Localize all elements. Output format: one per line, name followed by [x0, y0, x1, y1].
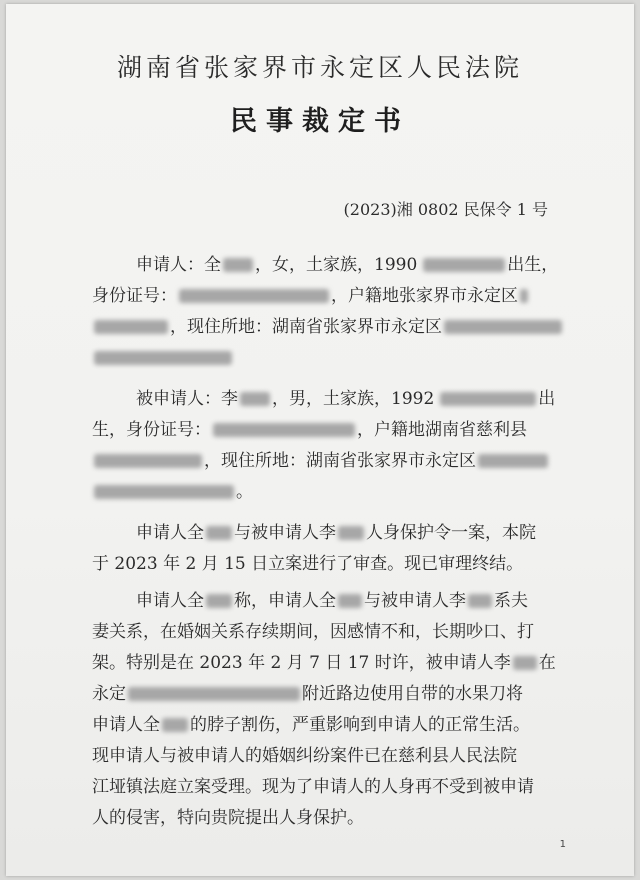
claim-paragraph: [92, 586, 568, 834]
document-body: [92, 250, 568, 834]
text-segment: ，户籍地张家界市永定区: [331, 286, 518, 306]
page-number: 1: [559, 839, 566, 850]
text-line: [92, 250, 568, 281]
text-segment: 被申请人：李: [136, 389, 238, 409]
text-segment: ，男，土家族，1992: [272, 389, 435, 409]
text-segment: 的脖子割伤，严重影响到申请人的正常生活。: [190, 715, 530, 735]
text-line: [92, 803, 568, 834]
redacted-text: [423, 258, 505, 272]
text-segment: ，户籍地湖南省慈利县: [357, 420, 527, 440]
text-segment: 于 2023 年 2 月 15 日立案进行了审查。现已审理终结。: [92, 554, 524, 574]
text-segment: 在: [538, 653, 556, 673]
text-line: [92, 446, 568, 477]
text-segment: 。: [236, 482, 253, 502]
text-segment: 身份证号：: [92, 286, 177, 306]
text-segment: 申请人：全: [136, 255, 221, 275]
document-type-title: 民事裁定书: [230, 106, 410, 137]
text-segment: 出生，: [507, 255, 559, 275]
redacted-text: [94, 351, 232, 365]
redacted-text: [478, 454, 548, 468]
redacted-text: [128, 687, 300, 701]
case-intro-paragraph: [92, 518, 568, 580]
text-segment: 人身保护令一案，本院: [366, 523, 536, 543]
text-line: [92, 710, 568, 741]
case-number: (2023)湘 0802 民保令 1 号: [343, 200, 548, 219]
text-segment: 人的侵害，特向贵院提出人身保护。: [92, 808, 364, 828]
text-line: [92, 648, 568, 679]
text-segment: 附近路边使用自带的水果刀将: [302, 684, 523, 704]
text-line: [92, 741, 568, 772]
text-segment: ，现住所地：湖南省张家界市永定区: [170, 317, 442, 337]
text-line: [92, 343, 568, 374]
redacted-text: [520, 289, 528, 303]
redacted-text: [213, 423, 355, 437]
redacted-text: [513, 656, 537, 670]
text-line: [92, 586, 568, 617]
text-segment: 江垭镇法庭立案受理。现为了申请人的人身再不受到被申请: [92, 777, 534, 797]
text-segment: 申请人全: [136, 523, 204, 543]
respondent-paragraph: [92, 384, 568, 508]
document-page: [6, 4, 634, 876]
redacted-text: [94, 320, 168, 334]
text-line: [92, 477, 568, 508]
text-line: [92, 415, 568, 446]
text-segment: 系夫: [494, 591, 528, 611]
text-line: [92, 772, 568, 803]
redacted-text: [94, 454, 202, 468]
text-segment: 架。特别是在 2023 年 2 月 7 日 17 时许，被申请人李: [92, 653, 511, 673]
redacted-text: [444, 320, 562, 334]
text-line: [92, 679, 568, 710]
text-segment: ，女，土家族，1990: [255, 255, 418, 275]
redacted-text: [206, 594, 232, 608]
text-line: [92, 549, 568, 580]
text-segment: 妻关系，在婚姻关系存续期间，因感情不和，长期吵口、打: [92, 622, 534, 642]
text-segment: 与被申请人李: [234, 523, 336, 543]
text-segment: 永定: [92, 684, 126, 704]
text-segment: 现申请人与被申请人的婚姻纠纷案件已在慈利县人民法院: [92, 746, 517, 766]
text-line: [92, 617, 568, 648]
text-segment: 称，申请人全: [234, 591, 336, 611]
text-line: [92, 312, 568, 343]
applicant-paragraph: [92, 250, 568, 374]
text-segment: 与被申请人李: [364, 591, 466, 611]
text-segment: ，现住所地：湖南省张家界市永定区: [204, 451, 476, 471]
text-line: [92, 384, 568, 415]
text-segment: 申请人全: [136, 591, 204, 611]
text-segment: 出: [538, 389, 556, 409]
redacted-text: [206, 526, 232, 540]
text-line: [92, 518, 568, 549]
court-title: 湖南省张家界市永定区人民法院: [116, 53, 523, 82]
redacted-text: [240, 392, 270, 406]
redacted-text: [179, 289, 329, 303]
redacted-text: [440, 392, 536, 406]
redacted-text: [162, 718, 188, 732]
redacted-text: [338, 526, 364, 540]
redacted-text: [468, 594, 492, 608]
text-segment: 申请人全: [92, 715, 160, 735]
text-segment: 生，身份证号：: [92, 420, 211, 440]
redacted-text: [338, 594, 362, 608]
redacted-text: [223, 258, 253, 272]
text-line: [92, 281, 568, 312]
redacted-text: [94, 485, 234, 499]
